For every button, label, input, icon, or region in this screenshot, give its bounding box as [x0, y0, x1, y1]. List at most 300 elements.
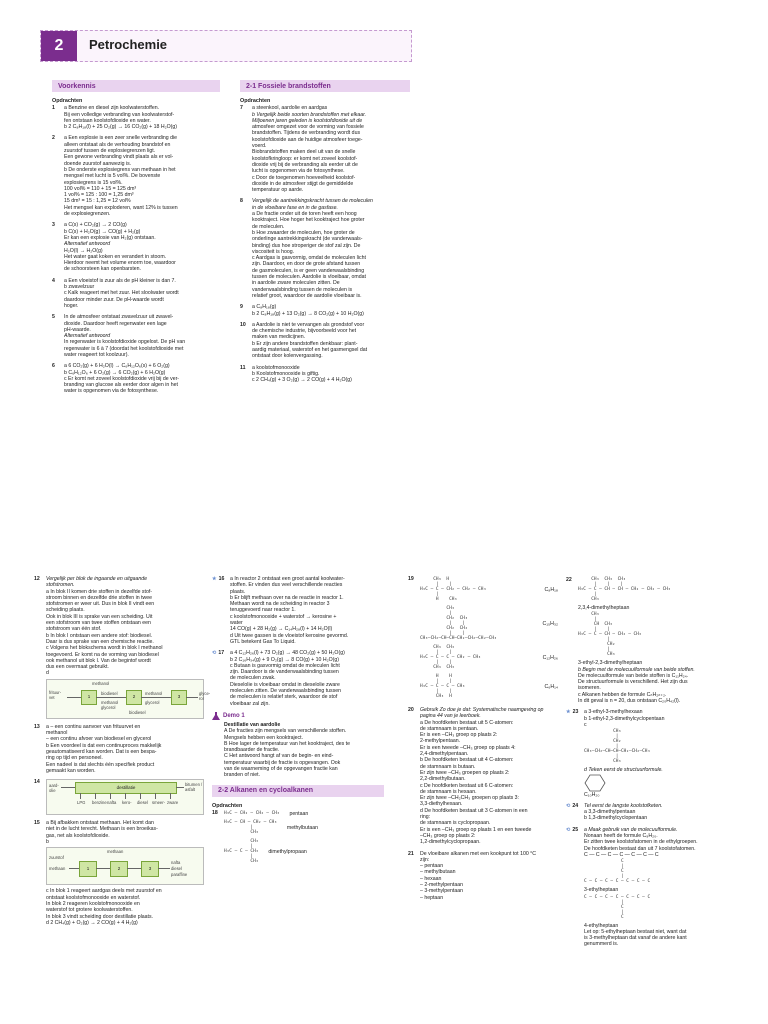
answer-line: de gasmoleculen, is er geen vanderwaalsbinding	[252, 267, 365, 274]
answer-line: water reageert tot koolzuur).	[64, 351, 129, 358]
fig-label: bitumen /	[185, 782, 203, 788]
bottom-column-1	[34, 576, 211, 931]
fig-label: frituur-	[49, 689, 62, 695]
answer-line: In de atmosfeer ontstaat zwavelzuur uit zwavel-	[64, 314, 174, 321]
answer-line: – 2-methylpentaan	[420, 882, 463, 889]
answer-line: d	[46, 670, 49, 677]
question-12	[34, 576, 211, 719]
question-number: 22	[566, 577, 572, 583]
answer-line: 2-methylpentaan.	[420, 738, 461, 745]
answer-line: Alternatief antwoord	[64, 333, 111, 340]
answer-line: gas, net als koolstofdioxide.	[46, 832, 110, 839]
answer-line: de stamnaam is butaan.	[420, 763, 476, 770]
answer-line: in de vloeibare fase en in de gasfase.	[252, 204, 338, 211]
section-header-2-1: 2-1 Fossiele brandstoffen	[240, 80, 410, 92]
question-number: 9	[240, 304, 243, 311]
answer-line: d De hoofdketen bestaat uit 3 C-atomen in een	[420, 807, 528, 814]
answer-line: kooktraject. Hoe hoger het kooktraject hoe groter	[252, 217, 365, 224]
answer-line: Er kan een explosie van H₂(g) ontstaan.	[64, 234, 156, 241]
compound-name: 3-ethylheptaan	[584, 887, 619, 894]
answer-line: C Het antwoord hangt af van de begin- en eind-	[224, 753, 334, 760]
block-3: 3	[141, 861, 159, 877]
answer-page-bottom	[0, 572, 768, 1024]
answer-line: Mengsels hebben een kooktraject.	[224, 734, 304, 741]
question-8	[240, 198, 410, 299]
structure-formula: CH₃ | H₃C — C — CH₃ | CH₃	[224, 838, 259, 864]
answer-line: a Bij afbakken ontstaat methaan. Het komt dan	[46, 820, 154, 827]
answer-line: Er is een –CH₃ groep op plaats 2:	[420, 732, 498, 739]
fig-label: methaan	[49, 866, 66, 872]
fraction-label: kero-	[122, 800, 132, 806]
flow-diagram-biodiesel	[46, 679, 211, 719]
fig-label: aard-	[49, 783, 59, 789]
question-1	[52, 105, 220, 130]
answer-line: Vergelijk de aantrekkingskracht tussen de moleculen	[252, 198, 373, 205]
answer-line: a De fractie onder uit de toren heeft een hoog	[252, 211, 357, 218]
answer-line: d 2 CH₄(g) + O₂(g) → 2 CO(g) + 4 H₂(g)	[46, 919, 138, 926]
answer-line: dioxide vrij bij de verbranding als eerder uit de	[252, 161, 358, 168]
answer-line: a C(s) + CO₂(g) → 2 CO(g)	[64, 222, 127, 229]
answer-line: c Alkanen hebben de formule CₙH₂ₙ₊₂.	[578, 691, 667, 698]
fig-label: rol	[199, 695, 204, 701]
answer-line: tussen de moleculen. Aardolie is vloeibaar, omdat	[252, 274, 366, 281]
answer-line: –CH₃ groep op plaats 2:	[420, 832, 476, 839]
answer-line: gemaakt kan worden.	[46, 767, 96, 774]
molecular-formula: C₁₅H₃₂	[542, 621, 558, 628]
compound-name: 3-ethyl-2,3-dimethylheptaan	[578, 660, 643, 667]
answer-line: in aardolie zware moleculen zitten. De	[252, 280, 340, 287]
fig-label: methanol	[92, 680, 110, 686]
answer-line: In regenwater is koolstofdioxide opgelost. De pH van	[64, 339, 186, 346]
answer-line: b zwavelzuur	[64, 284, 95, 291]
question-number: 10	[240, 321, 246, 328]
question-number: ★ 16	[212, 576, 225, 582]
answer-line: b Begin met de molecuulformule van beide stoffen.	[578, 666, 695, 673]
question-number: ⟲ 24	[566, 802, 579, 809]
answer-line: a 4 C₁₂H₂₆(l) + 73 O₂(g) → 48 CO₂(g) + 50 H₂O(g)	[230, 650, 345, 657]
answer-line: daardoor minder zuur. De pH-waarde wordt	[64, 296, 164, 303]
answer-line: Vergelijk per blok de ingaande en uitgaande	[46, 576, 148, 582]
question-5	[52, 314, 220, 358]
answer-line: – een continu afvoer van biodiesel en glycerol	[46, 736, 152, 743]
molecular-formula: C₁₀H₂₀	[584, 791, 600, 798]
answer-line: relatief groot, waardoor de aardolie vloeibaar is.	[252, 292, 362, 299]
answer-line: 1 vol% = 125 : 100 = 1,25 dm³	[64, 192, 134, 199]
demo-header: Demo 1	[212, 712, 384, 720]
structure-formula: H₃C — CH₂ — CH₂ — CH₃	[224, 810, 280, 816]
answer-line: ontstaat door kolenvergassing.	[252, 353, 323, 360]
answer-line: a 6 CO₂(g) + 6 H₂O(l) → C₆H₁₂O₆(s) + 6 O₂(g)	[64, 363, 170, 370]
question-number: 1	[52, 105, 55, 112]
structure-formula: CH₃ | CH CH₃ | | H₃C — C — CH — CH₂ — CH₃ | CH₂ | CH₃	[578, 612, 642, 658]
question-11	[240, 365, 410, 384]
answer-line: In dit geval is n = 20, dus ontstaan C₂₀H₄₂(l).	[578, 698, 681, 705]
star-icon: ★	[566, 709, 571, 716]
answer-line: binding) dus hoe stroperiger de stof zal zijn. De	[252, 242, 361, 249]
cycle-icon: ⟲	[566, 802, 571, 809]
answer-line: 14 CO(g) + 28 H₂(g) → C₁₄H₂₈(l) + 14 H₂O(l)	[230, 626, 333, 633]
answer-line: In blok 2 reageren koolstofmonooxide en	[46, 900, 140, 907]
answer-line: a koolstofmonooxide	[252, 364, 300, 371]
question-18	[212, 810, 384, 867]
question-number: 13	[34, 723, 40, 730]
cyclohexane-ring-drawing	[584, 774, 606, 792]
answer-line: dus een overmaat gebruikt.	[46, 664, 109, 671]
answer-line: a Maak gebruik van de molecuulformule.	[584, 826, 678, 833]
answer-line: de chemische industrie, bijvoorbeeld voor het	[252, 328, 357, 335]
question-number: 2	[52, 135, 55, 142]
block-1: 1	[79, 861, 97, 877]
answer-line: de schoorsteen kan openbarsten.	[64, 266, 142, 273]
answer-line: a In blok II komen drie stoffen in dezelfde stof-	[46, 588, 153, 595]
answer-line: Een gewone verbranding vindt plaats als er vol-	[64, 154, 174, 161]
answer-line: c In blok 1 reageert aardgas deels met zuurstof en	[46, 888, 162, 895]
question-13	[34, 724, 204, 774]
fig-label: methanol	[145, 690, 163, 696]
answer-line: Een nadeel is dat slechts één specifiek product	[46, 761, 155, 768]
answer-line: pagina 44 van je leerboek.	[420, 713, 481, 720]
question-19	[408, 576, 558, 702]
fig-label: biodiesel	[129, 709, 146, 715]
molecular-formula: C₁₂H₂₆	[542, 655, 558, 662]
cycle-icon: ⟲	[212, 650, 217, 657]
question-number: 8	[240, 198, 243, 205]
structure-formula: CH₃ H | | H₃C — C — CH₂ — CH₂ — CH₃ | H CH₃	[420, 577, 487, 602]
answer-line: Gebruik Zo doe je dat: Systematische naamgeving op	[420, 707, 544, 713]
answer-line: Tel eerst de langste koolstofketen.	[584, 802, 663, 809]
answer-line: isomeren.	[578, 685, 601, 692]
answer-line: Er zijn twee –CH₂CH₃ groepen op plaats 3:	[420, 795, 519, 802]
answer-line: – heptaan	[420, 894, 444, 901]
fig-label: olie	[49, 788, 56, 794]
fraction-label: benzine	[92, 800, 107, 806]
answer-line: branden of niet.	[224, 772, 261, 779]
answer-line: c Butaan is gasvormig omdat de moleculen licht	[230, 662, 340, 669]
flow-diagram-gtl	[46, 847, 204, 885]
answer-line: ontstaat koolstofmonooxide en waterstof.	[46, 894, 141, 901]
answer-line: a Aardolie is niet te vervangen als grondstof voor	[252, 321, 365, 328]
answer-line: c	[584, 721, 587, 728]
answer-line: A De fracties zijn mengsels van verschillende stoffen.	[224, 728, 347, 735]
question-9	[240, 304, 410, 317]
answer-line: c Kalk reageert met het zuur. Het sloolwater wordt	[64, 290, 179, 297]
answer-line: waterstof tot grotere koolwaterstoffen.	[46, 907, 133, 914]
compound-name: 4-ethylheptaan	[584, 922, 619, 929]
question-number: 20	[408, 707, 414, 713]
answer-line: b Er zijn andere brandstoffen denkbaar: plant-	[252, 340, 358, 347]
answer-line: a steenkool, aardolie en aardgas	[252, 105, 328, 112]
answer-line: De structuurformule is verschillend. Het zijn dus	[578, 679, 688, 686]
answer-line: 2,4-dimethylpentaan.	[420, 751, 469, 758]
answer-line: geautomatiseerd kan worden. Dat is een bespa-	[46, 748, 157, 755]
fig-label: diesel	[171, 866, 182, 872]
question-number: 12	[34, 576, 40, 582]
structure-formula: CH₃ | CH₂ | CH₃—CH₂—CH—CH—CH₂—CH₂—CH₃ | CH₃	[584, 729, 651, 765]
answer-line: a C₈H₁₈(g)	[252, 304, 277, 311]
answer-line: a Een vloeistof is zuur als de pH kleiner is dan 7.	[64, 277, 176, 284]
question-number: 5	[52, 314, 55, 321]
question-2	[52, 135, 220, 217]
question-number: 7	[240, 105, 243, 112]
compound-name: 2,3,4-dimethylheptaan	[578, 605, 630, 611]
answer-line: brandbaarder de fractie.	[224, 747, 280, 754]
question-number: 18	[212, 809, 218, 816]
question-24	[566, 803, 736, 822]
answer-line: Het water gaat koken en verandert in stoom.	[64, 253, 167, 260]
answer-line: moleculen zitten. De vanderwaalsbinding tussen	[230, 688, 342, 695]
answer-line: b Er blijft methaan over na de reactie in reactor 1.	[230, 594, 344, 601]
fraction-label: smeer-	[152, 800, 166, 806]
question-3	[52, 222, 220, 272]
answer-line: – 3-methylpentaan	[420, 888, 463, 895]
answer-line: Dieselolie is vloeibaar omdat in dieselolie zware	[230, 681, 340, 688]
answer-line: a 3,3-dimethylpentaan	[584, 809, 636, 816]
answer-line: Hierdoor neemt het volume enorm toe, waardoor	[64, 260, 176, 267]
answer-line: 2,2-dimethylbutaan.	[420, 776, 466, 783]
fig-label: methaan	[107, 849, 124, 855]
answer-line: b C(s) + H₂O(g) → CO(g) + H₂(g)	[64, 228, 141, 235]
column-voorkennis	[52, 80, 220, 400]
answer-line: zuurstof tussen de explosiegrenzen ligt.	[64, 148, 156, 155]
answer-line: teruggevoerd naar reactor 1.	[230, 607, 296, 614]
block-2: 2	[126, 690, 142, 705]
answer-line: de moleculen.	[252, 223, 285, 230]
answer-line: water	[230, 620, 243, 627]
answer-line: b 2 C₈H₁₈(l) + 25 O₂(g) → 16 CO₂(g) + 18 H₂O(g)	[64, 124, 177, 131]
answer-line: ring op tijd en personeel.	[46, 755, 103, 762]
question-number: 14	[34, 779, 40, 786]
answer-line: stofstromen.	[46, 582, 75, 589]
answer-line: b De onderste explosiegrens van methaan in het	[64, 166, 176, 173]
answer-line: b 1-ethyl-2,3-dimethylcyclopentaan	[584, 715, 665, 722]
answer-line: Let op: 5-ethylheptaan bestaat niet, want dat	[584, 928, 687, 935]
answer-line: Biobrandstoffen maken deel uit van de snelle	[252, 149, 356, 156]
demo-heading: Destillatie van aardolie	[224, 721, 281, 728]
answer-line: d Uit twee gassen is de vloeistof kerosine gevormd.	[230, 632, 349, 639]
answer-line: c koolstofmonooxide + waterstof → kerosine +	[230, 613, 337, 620]
answer-line: c 2 CH₄(g) + 3 O₂(g) → 2 CO(g) + 4 H₂O(g)	[252, 377, 352, 384]
answer-line: alleen ontstaat als de verhouding brandstof en	[64, 141, 171, 148]
structure-formula: CH₃ | CH₂ CH₃ | | CH₂ CH₂ | | CH₃—CH₂—CH—CH—CH₂—CH₂—CH₂—CH₃	[420, 606, 497, 641]
answer-line: koolstofkringloop: er komt net zoveel koolstof-	[252, 155, 358, 162]
answer-line: vanderwaalsbinding tussen de moleculen is	[252, 286, 353, 293]
answer-line: a – een continu aanvoer van frituurvet en	[46, 723, 141, 730]
opdrachten-label: Opdrachten	[52, 98, 83, 104]
answer-line: lucht is opgenomen via de fotosynthese.	[252, 168, 345, 175]
answer-line: b Vergelijk beide soorten brandstoffen met elkaar.	[252, 111, 367, 118]
fig-label: biodiesel	[101, 690, 118, 696]
fig-label: zuurstof	[49, 855, 64, 861]
answer-line: ook methanol uit blok I. Van de begintof wordt	[46, 657, 151, 664]
answer-line: C — C — C — C — C — C — C	[584, 851, 659, 858]
answer-line: b C₆H₁₂O₆ + 6 O₂(g) → 6 CO₂(g) + 6 H₂O(g)	[64, 369, 166, 376]
structure-formula: CH₃ CH₃ CH₃ | | | H₃C — C — CH — CH — CH₂ — CH₂ — CH₃ | CH₃	[578, 577, 671, 602]
answer-line: de stamnaam is cyclopropaan.	[420, 820, 491, 827]
answer-line: d Teken eerst de structuurformule.	[584, 767, 663, 774]
block-2: 2	[110, 861, 128, 877]
answer-line: de explosiegrenzen.	[64, 211, 111, 218]
answer-line: stroom binnen en dezelfde drie stoffen in twee	[46, 594, 153, 601]
question-6	[52, 363, 220, 394]
block-destillatie: destillatie	[75, 782, 177, 794]
question-number: 3	[52, 222, 55, 229]
question-23	[566, 709, 736, 797]
chapter-header	[40, 30, 412, 62]
answer-line: b De hoofdketen bestaat uit 4 C-atomen:	[420, 757, 514, 764]
answer-line: a Een explosie is een zeer snelle verbranding die	[64, 135, 178, 142]
answer-line: doende zuurstof aanwezig is.	[64, 160, 132, 167]
answer-line: zijn:	[420, 856, 430, 863]
answer-line: – pentaan	[420, 863, 444, 870]
answer-line: maken van medicijnen.	[252, 334, 306, 341]
flow-diagram-destillatie	[46, 779, 204, 815]
structure-formula: H H | | H₃C — C — C — CH₃ | | CH₃ H	[420, 674, 465, 699]
fraction-label: LPG	[77, 800, 86, 806]
answer-line: zijn. Daardoor is de vanderwaalsbinding tussen	[230, 669, 339, 676]
question-number: ⟲ 25	[566, 826, 579, 833]
answer-line: scheiding plaats.	[46, 607, 85, 614]
question-number: 15	[34, 820, 40, 827]
answer-line: GTL betekent Gas To Liquid.	[230, 638, 296, 645]
fig-label: glycerol	[145, 699, 160, 705]
answer-line: 3,3-diethylhexaan.	[420, 801, 463, 808]
answer-line: Bij een volledige verbranding van koolwaterstof-	[64, 111, 175, 118]
answer-line: is 3-methylheptaan dat vanaf de andere kant	[584, 935, 687, 942]
structure-formula: CH₃ CH₃ | | H₃C — C — C — CH₂ — CH₃ | | CH₃ CH₃	[420, 645, 481, 670]
answer-line: regenwater is 6 à 7 (doordat het koolstofdioxide met	[64, 345, 184, 352]
answer-line: atmosfeer omgezet voor de vorming van fossiele	[252, 124, 364, 131]
answer-line: b 1,3-dimethylcyclopentaan	[584, 815, 648, 822]
question-17	[212, 650, 384, 707]
fig-label: asfalt	[185, 787, 196, 793]
fig-label: glyce-	[199, 690, 211, 696]
column-fossiele-brandstoffen	[240, 80, 410, 388]
answer-line: Methaan wordt na de scheiding in reactor 3	[230, 601, 330, 608]
answer-line: een stofstroom van twee stoffen ontstaan een	[46, 620, 151, 627]
question-number: ⟲ 17	[212, 650, 225, 657]
answer-line: 1,2-dimethylcyclopropaan.	[420, 839, 481, 846]
section-header-2-2: 2-2 Alkanen en cycloalkanen	[212, 785, 384, 797]
chapter-number: 2	[41, 31, 77, 61]
answer-line: pH-waarde.	[64, 326, 91, 333]
answer-line: aardig materiaal, waterstof en het gasmengsel dat	[252, 346, 368, 353]
answer-line: b Koolstofmonooxide is giftig.	[252, 370, 320, 377]
opdrachten-label: Opdrachten	[212, 802, 243, 809]
answer-line: van de waarneming of de opgevangen fractie kan	[224, 766, 338, 773]
answer-line: Er is een –CH₃ groep op plaats 1 en een tweede	[420, 826, 532, 833]
answer-line: temperatuur waarbij de fractie is opgevangen. Ook	[224, 759, 341, 766]
answer-line: genummerd is.	[584, 941, 619, 948]
answer-line: water is opgenomen via de fotosynthese.	[64, 388, 159, 395]
answer-line: B Hoe lager de temperatuur van het kooktraject, des te	[224, 740, 351, 747]
question-15	[34, 820, 204, 926]
answer-line: a In reactor 2 ontstaat een groot aantal koolwater-	[230, 576, 345, 582]
answer-line: b In blok I ontstaan een andere stof: biodiesel.	[46, 632, 153, 639]
answer-line: vloeibaar zal zijn.	[230, 700, 270, 707]
question-number: 4	[52, 277, 55, 284]
question-number: 19	[408, 576, 414, 582]
answer-line: hoger.	[64, 302, 79, 309]
answer-line: c Door de toegenomen hoeveelheid koolstof-	[252, 174, 356, 181]
answer-line: Daar is dus sprake van een chemische reactie.	[46, 638, 154, 645]
bottom-column-3	[408, 576, 558, 906]
question-number: 6	[52, 363, 55, 370]
answer-line: explosiegrens is 15 vol%.	[64, 179, 123, 186]
answer-line: Er zitten twee koolstofatomen in de ethylgroepen.	[584, 839, 698, 846]
answer-line: Er is een tweede –CH₃ groep op plaats 4:	[420, 744, 516, 751]
fraction-label: nafta	[107, 800, 117, 806]
cycle-icon: ⟲	[566, 826, 571, 833]
question-number: 21	[408, 850, 414, 857]
answer-line: de moleculen zwak.	[230, 675, 276, 682]
question-25	[566, 827, 736, 948]
answer-line: Ook in blok III is sprake van een scheiding. Uit	[46, 613, 153, 620]
answer-line: plaats.	[230, 588, 246, 595]
molecular-formula: C₈H₁₈	[544, 587, 558, 594]
question-10	[240, 322, 410, 360]
answer-line: de stamnaam is pentaan.	[420, 725, 479, 732]
molecular-formula: C₆H₁₄	[544, 684, 558, 691]
answer-line: – hexaan	[420, 875, 442, 882]
answer-line: methanol	[46, 730, 68, 737]
question-16	[212, 576, 384, 645]
fig-label: nafta	[171, 860, 181, 866]
section-header-voorkennis: Voorkennis	[52, 80, 220, 92]
answer-line: a Benzine en diesel zijn koolwaterstoffen.	[64, 105, 160, 112]
compound-name: methylbutaan	[286, 825, 319, 832]
answer-line: c Volgens het blokschema wordt in blok I methanol	[46, 645, 163, 652]
answer-line: brandstoffen. Tijdens de verbranding wordt dus	[252, 130, 361, 137]
answer-line: De vloeibare alkanen met een kookpunt tot 100 °C	[420, 850, 536, 857]
answer-line: branding van glucose als eerder door algen in het	[64, 382, 178, 389]
block-3: 3	[171, 690, 187, 705]
answer-line: fen ontstaan koolstofdioxide en water.	[64, 117, 151, 124]
answer-line: 15 dm³ = 15 : 1,25 = 12 vol%	[64, 198, 131, 205]
answer-line: dioxide in de atmosfeer stijgt de gemiddelde	[252, 180, 354, 187]
fraction-label: zware	[167, 800, 179, 806]
question-14	[34, 779, 204, 815]
answer-line: De hoofdketen bestaat dan uit 7 koolstofatomen.	[584, 845, 696, 852]
answer-line: b	[46, 839, 49, 846]
answer-line: toegevoerd. Er komt na de vorming van biodiesel	[46, 651, 159, 658]
bottom-column-4	[566, 576, 736, 953]
question-22	[566, 577, 736, 704]
answer-line: onderlinge aantrekkingskracht (de vanderwaals-	[252, 236, 363, 243]
question-number: ★ 23	[566, 709, 579, 716]
answer-line: Alternatief antwoord	[64, 241, 111, 248]
compound-name: dimethylpropaan	[268, 849, 307, 856]
answer-line: stofstroom van één stof.	[46, 626, 102, 633]
answer-line: stoffen. Er vinden dus veel verschillende reacties	[230, 582, 343, 589]
fig-label: glycerol	[101, 704, 116, 710]
answer-line: In blok 3 vindt scheiding door destillatie plaats.	[46, 913, 153, 920]
answer-line: ring:	[420, 814, 431, 821]
question-7	[240, 105, 410, 193]
structure-formula: H₃C — CH — CH₂ — CH₃ | CH₃	[224, 819, 277, 835]
answer-line: Miljoenen jaren geleden is koolstofdioxide uit de	[252, 117, 363, 124]
answer-line: – methylbutaan	[420, 869, 456, 876]
answer-line: b 2 C₈H₁₈(g) + 13 O₂(g) → 8 CO₂(g) + 10 H₂O(g)	[252, 310, 364, 317]
chapter-title: Petrochemie	[89, 37, 168, 52]
answer-line: c Er komt net zoveel koolstofdioxide vrij bij de ver-	[64, 375, 180, 382]
answer-line: Het mengsel kan exploderen, want 12% is tussen	[64, 204, 178, 211]
fig-label: paraffine	[171, 872, 188, 878]
demo-1	[212, 722, 384, 779]
answer-line: voerd.	[252, 143, 267, 150]
fig-label: methanol	[101, 699, 119, 705]
answer-line: a De hoofdketen bestaat uit 5 C-atomen:	[420, 719, 514, 726]
structure-formula: C — C — C — C — C — C — C | C | C	[584, 894, 651, 920]
